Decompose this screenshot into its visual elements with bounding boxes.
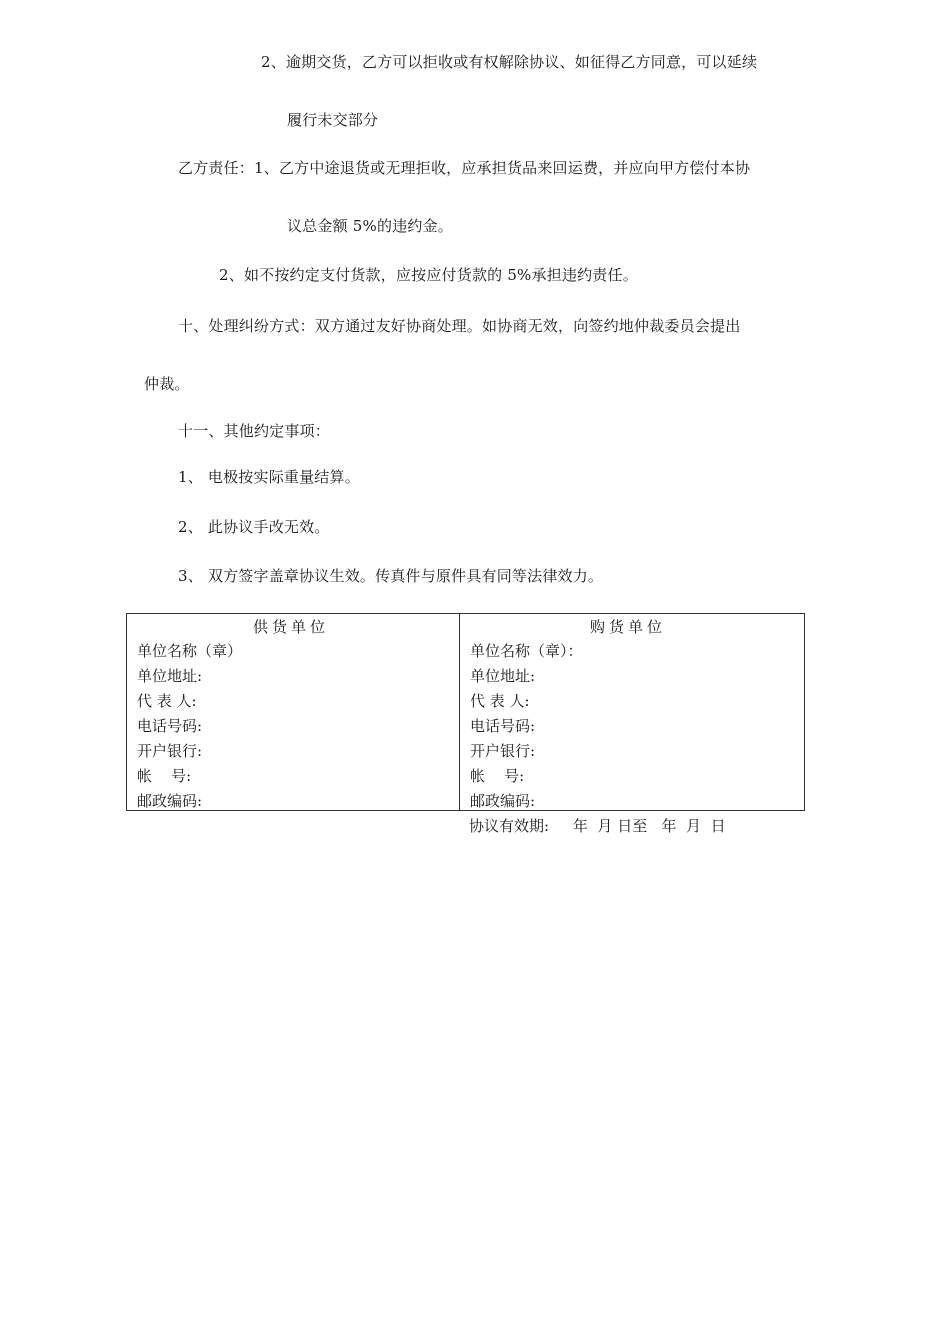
supplier-phone-field: 电话号码: [137, 717, 203, 735]
other-matter-item-2: 2、 此协议手改无效。 [178, 518, 330, 536]
clause-late-delivery: 2、逾期交货，乙方可以拒收或有权解除协议、如征得乙方同意，可以延续 [261, 53, 758, 71]
buyer-address-field: 单位地址: [470, 667, 536, 685]
buyer-title: 购货单位 [589, 618, 666, 636]
supplier-postcode-field: 邮政编码: [137, 792, 203, 810]
buyer-representative-field: 代 表 人: [470, 692, 530, 710]
clause-party-b-liability-continued: 议总金额 5%的违约金。 [287, 217, 453, 235]
buyer-company-name-field: 单位名称（章）： [470, 642, 583, 660]
supplier-company-name-field: 单位名称（章） [137, 642, 243, 660]
section-other-matters-heading: 十一、其他约定事项： [178, 422, 331, 440]
other-matter-item-1: 1、 电极按实际重量结算。 [178, 468, 360, 486]
buyer-column [460, 614, 804, 810]
agreement-validity-period: 协议有效期: 年 月 日至 年 月 日 [469, 817, 726, 835]
clause-dispute-resolution: 十、处理纠纷方式：双方通过友好协商处理。如协商无效，向签约地仲裁委员会提出 [178, 317, 741, 335]
supplier-column [127, 614, 460, 810]
supplier-representative-field: 代 表 人: [137, 692, 197, 710]
supplier-title: 供货单位 [252, 618, 329, 636]
clause-dispute-resolution-continued: 仲裁。 [144, 375, 190, 393]
clause-payment-default: 2、如不按约定支付货款，应按应付货款的 5%承担违约责任。 [219, 266, 638, 284]
clause-party-b-liability: 乙方责任：1、乙方中途退货或无理拒收，应承担货品来回运费，并应向甲方偿付本协 [178, 159, 751, 177]
signature-table [126, 613, 805, 811]
buyer-bank-field: 开户银行: [470, 742, 536, 760]
supplier-account-field: 帐 号: [137, 767, 192, 785]
buyer-account-field: 帐 号: [470, 767, 525, 785]
buyer-postcode-field: 邮政编码: [470, 792, 536, 810]
supplier-address-field: 单位地址: [137, 667, 203, 685]
supplier-bank-field: 开户银行: [137, 742, 203, 760]
clause-late-delivery-continued: 履行未交部分 [287, 111, 379, 129]
other-matter-item-3: 3、 双方签字盖章协议生效。传真件与原件具有同等法律效力。 [178, 567, 604, 585]
buyer-phone-field: 电话号码: [470, 717, 536, 735]
